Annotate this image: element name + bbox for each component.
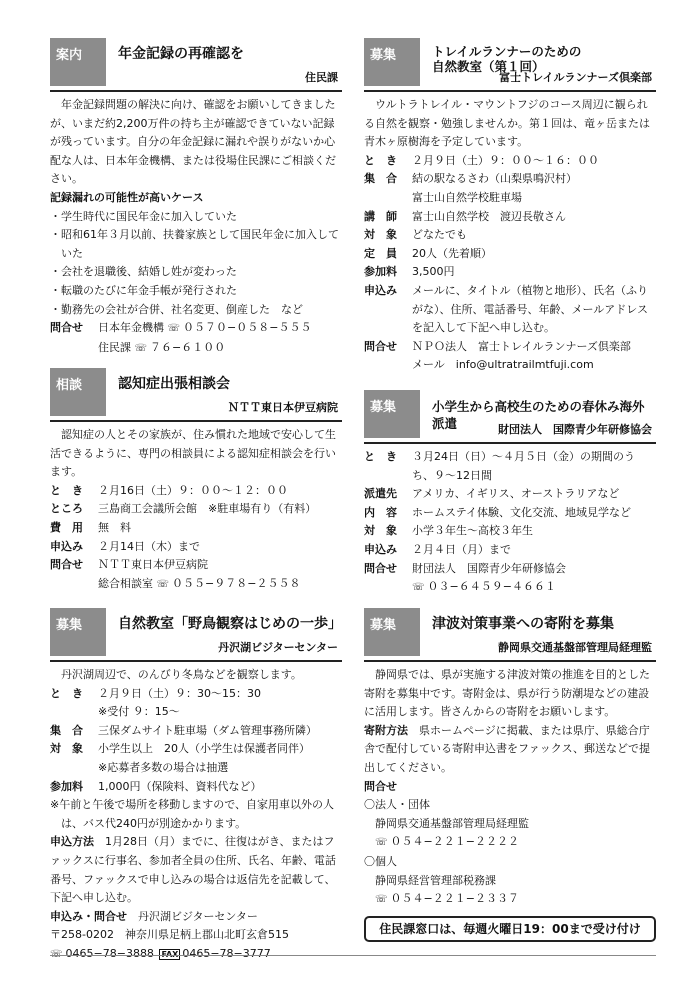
info-row: と き ２月16日（土）９：００〜１２：００ bbox=[50, 483, 288, 497]
category-tag: 募集 bbox=[364, 390, 420, 438]
intro-text: 年金記録問題の解決に向け、確認をお願いしてきましたが、いまだ約2,200万件の持ち主が確認できていない記録が残っています。自分の年金記録に漏れや誤りがないか心配な人は、日本年金機構、または役場住民課にご相談ください。 bbox=[50, 98, 336, 186]
article-title: 小学生から高校生のための春休み海外派遣 bbox=[432, 399, 645, 431]
article-body bbox=[50, 422, 342, 594]
article-header bbox=[364, 390, 656, 444]
category-tag: 募集 bbox=[364, 608, 420, 656]
list-item: ・勤務先の会社が合併、社名変更、倒産した など bbox=[50, 302, 303, 316]
category-tag: 募集 bbox=[364, 38, 420, 86]
info-row: 集 合 結の駅なるさわ（山梨県鳴沢村） bbox=[364, 172, 577, 186]
category-tag: 案内 bbox=[50, 38, 106, 86]
contact-name: 日本年金機構 bbox=[98, 321, 164, 335]
case-heading: 記録漏れの可能性が高いケース bbox=[50, 190, 204, 204]
list-item: ・転職のたびに年金手帳が発行された bbox=[50, 283, 237, 297]
apply-text: 申込方法 1月28日（月）までに、往復はがき、またはファックスに行事名、参加者全員の住所、氏名、年齢、電話番号、ファックスで申し込みの場合は返信先を記載して、下記へ申し込む。 bbox=[50, 835, 336, 905]
phone-icon: ☏ bbox=[412, 582, 425, 594]
phone-icon: ☏ bbox=[375, 894, 388, 906]
info-row: 内 容 ホームステイ体験、文化交流、地域見学など bbox=[364, 505, 632, 519]
office-hours-banner: 住民課窓口は、毎週火曜日19：00まで受け付け bbox=[364, 916, 656, 943]
phone-number: ７６−６１００ bbox=[150, 340, 226, 354]
info-row: 講 師 富士山自然学校 渡辺長敬さん bbox=[364, 209, 566, 223]
article-bird-watching bbox=[50, 608, 342, 965]
article-org: 丹沢湖ビジターセンター bbox=[218, 641, 338, 654]
intro-text: 丹沢湖周辺で、のんびり冬鳥などを観察します。 bbox=[61, 668, 302, 681]
info-row: 申込み ２月４日（月）まで bbox=[364, 542, 511, 556]
page-divider bbox=[50, 955, 656, 956]
contact-label: 問合せ bbox=[50, 321, 83, 335]
phone-number: ０３−６４５９−４６６１ bbox=[427, 580, 556, 594]
article-overseas bbox=[364, 390, 656, 598]
contact-row: 申込み・問合せ 丹沢湖ビジターセンター bbox=[50, 909, 258, 923]
phone-number: ０５４−２２１−２３３７ bbox=[390, 892, 519, 906]
info-row: 対 象 小学３年生〜高校３年生 bbox=[364, 524, 533, 538]
email-address[interactable]: メール info@ultratrailmtfuji.com bbox=[412, 358, 594, 372]
info-row: 派遣先 アメリカ、イギリス、オーストラリアなど bbox=[364, 487, 620, 501]
contact-org: 静岡県経営管理部税務課 bbox=[375, 873, 496, 887]
article-body bbox=[50, 92, 342, 358]
article-title: 津波対策事業への寄附を募集 bbox=[432, 616, 614, 632]
article-tsunami-donation bbox=[364, 608, 656, 942]
intro-text: 認知症の人とその家族が、住み慣れた地域で安心して生活できるように、専門の相談員による認知症相談会を行います。 bbox=[50, 428, 336, 479]
address: 〒258-0202 神奈川県足柄上郡山北町玄倉515 bbox=[50, 928, 289, 942]
contact-row bbox=[364, 578, 656, 598]
phone-number: ０５５−９７８−２５５８ bbox=[172, 576, 301, 590]
info-row: ところ 三島商工会議所会館 ※駐車場有り（有料） bbox=[50, 502, 317, 516]
list-item: ・学生時代に国民年金に加入していた bbox=[50, 209, 237, 223]
phone-icon: ☏ bbox=[375, 837, 388, 849]
article-header bbox=[50, 608, 342, 662]
article-title: 年金記録の再確認を bbox=[118, 46, 244, 62]
intro-text: ウルトラトレイル・マウントフジのコース周辺に観られる自然を観察・勉強しませんか。第１回は、竜ヶ岳または青木ヶ原樹海を予定しています。 bbox=[364, 98, 650, 149]
article-trail-runner bbox=[364, 38, 656, 375]
contact-label: 問合せ bbox=[364, 779, 397, 793]
info-row: 参加料 3,500円 bbox=[364, 265, 455, 279]
group-label: 〇法人・団体 bbox=[364, 798, 430, 812]
article-org: ＮＴＴ東日本伊豆病院 bbox=[228, 401, 338, 414]
info-row: 対 象 どなたでも bbox=[364, 228, 467, 242]
intro-text: 静岡県では、県が実施する津波対策の推進を目的とした寄附を募集中です。寄附金は、県が行う防潮堤などの建設に活用します。皆さんからの寄附をお願いします。 bbox=[364, 668, 650, 719]
article-header bbox=[50, 368, 342, 422]
article-org: 住民課 bbox=[305, 71, 338, 84]
phone-icon: ☏ bbox=[134, 342, 148, 354]
note-text: ※午前と午後で場所を移動しますので、自家用車以外の人は、バス代240円が別途かかります。 bbox=[50, 798, 334, 830]
article-pension bbox=[50, 38, 342, 358]
group-label: 〇個人 bbox=[364, 854, 397, 868]
list-item: ・昭和61年３月以前、扶養家族として国民年金に加入していた bbox=[50, 228, 339, 260]
article-header bbox=[364, 608, 656, 662]
fax-icon: FAX bbox=[161, 949, 179, 959]
info-row: 定 員 20人（先着順） bbox=[364, 246, 492, 260]
info-row: と き ２月９日（土）９：００〜１６：００ bbox=[364, 153, 599, 167]
info-row: 集 合 三保ダムサイト駐車場（ダム管理事務所隣） bbox=[50, 723, 318, 737]
contact-row bbox=[50, 319, 342, 339]
contact-org: 静岡県交通基盤部管理局経理監 bbox=[375, 816, 529, 830]
phone-number: 0465−78−3888 bbox=[65, 946, 154, 960]
contact-name: 住民課 bbox=[98, 340, 131, 354]
method-text: 寄附方法 県ホームページに掲載、または県庁、県総合庁舎で配付している寄附申込書をファックス、郵送などで提出してください。 bbox=[364, 723, 650, 774]
info-row: と き ２月９日（土）９：30〜15：30 bbox=[50, 686, 261, 700]
article-title: トレイルランナーのための 自然教室（第１回） bbox=[432, 44, 582, 74]
info-row: 対 象 小学生以上 20人（小学生は保護者同伴） bbox=[50, 742, 310, 756]
info-row: 参加料 1,000円（保険料、資料代など） bbox=[50, 779, 262, 793]
info-row: 費 用 無 料 bbox=[50, 520, 131, 534]
article-body bbox=[364, 444, 656, 598]
list-item: ・会社を退職後、結婚し姓が変わった bbox=[50, 265, 237, 279]
info-row: と き ３月24日（日）〜４月５日（金）の期間のうち、９〜12日間 bbox=[364, 450, 635, 482]
article-title: 自然教室「野鳥観察はじめの一歩」 bbox=[118, 616, 342, 632]
fax-number: 0465−78−3777 bbox=[182, 946, 271, 960]
article-header bbox=[364, 38, 656, 92]
article-body: ウルトラトレイル・マウントフジのコース周辺に観られる自然を観察・勉強しませんか。第１回は、竜ヶ岳または青木ヶ原樹海を予定しています。 と き ２月９日（土）９：００〜１６：００ 集 合 結の駅なるさわ（山梨県鳴沢村） 富士山自然学校駐車場 講 師 富士山自然学校 渡辺長敬さん 対 象 どなたでも 定 員 20人（先着順） 参加料 3,500円 申込み メールに、タイトル（植物と地形）、氏名（ふりがな）、住所、電話番号、年齢、メールアドレスを記入して下記へ申し込む。 問合せ ＮＰＯ法人 富士トレイルランナーズ倶楽部 メール info@ultratrailmtfuji.com bbox=[364, 92, 656, 375]
article-body bbox=[364, 662, 656, 942]
contact-row: 総合相談室 ☏ ０５５−９７８−２５５８ bbox=[50, 575, 342, 595]
category-tag: 相談 bbox=[50, 368, 106, 416]
article-dementia bbox=[50, 368, 342, 594]
info-row: 問合せ 財団法人 国際青少年研修協会 bbox=[364, 561, 566, 575]
category-tag: 募集 bbox=[50, 608, 106, 656]
article-org: 静岡県交通基盤部管理局経理監 bbox=[498, 641, 652, 654]
phone-number: ０５７０−０５８−５５５ bbox=[183, 321, 312, 335]
contact-row bbox=[50, 339, 342, 359]
article-header bbox=[50, 38, 342, 92]
info-row: 問合せ ＮＴＴ東日本伊豆病院 bbox=[50, 558, 208, 572]
article-org: 富士トレイルランナーズ倶楽部 bbox=[499, 71, 652, 84]
article-body: 丹沢湖周辺で、のんびり冬鳥などを観察します。 と き ２月９日（土）９：30〜15：30 ※受付 ９：15〜 集 合 三保ダムサイト駐車場（ダム管理事務所隣） 対 象 小学生以上 20人（小学生は保護者同伴） ※応募者多数の場合は抽選 参加料 1,000円（保険料、資料代など） ※午前と午後で場所を移動しますので、自家用車以外の人は、バス代240円が別途かかります。 申込方法 1月28日（月）までに、往復はがき、またはファックスに行事名、参加者全員の住所、氏名、年齢、電話番号、ファックスで申し込みの場合は返信先を記載して、下記へ申し込む。 申込み・問合せ 丹沢湖ビジターセンター 〒258-0202 神奈川県足柄上郡山北町玄倉515 ☏ 0465−78−3888 FAX 0465−78−3777 bbox=[50, 662, 342, 965]
phone-icon: ☏ bbox=[156, 578, 170, 590]
info-row: 申込み メールに、タイトル（植物と地形）、氏名（ふりがな）、住所、電話番号、年齢、メールアドレスを記入して下記へ申し込む。 bbox=[364, 283, 649, 335]
phone-icon: ☏ bbox=[50, 948, 63, 960]
info-row: 問合せ ＮＰＯ法人 富士トレイルランナーズ倶楽部 bbox=[364, 339, 631, 353]
phone-icon: ☏ bbox=[167, 323, 181, 335]
phone-number: ０５４−２２１−２２２２ bbox=[390, 835, 519, 849]
contact-row bbox=[364, 890, 656, 910]
article-title: 認知症出張相談会 bbox=[118, 376, 230, 392]
contact-row bbox=[364, 833, 656, 853]
article-org: 財団法人 国際青少年研修協会 bbox=[498, 423, 652, 436]
info-row: 申込み ２月14日（木）まで bbox=[50, 539, 200, 553]
